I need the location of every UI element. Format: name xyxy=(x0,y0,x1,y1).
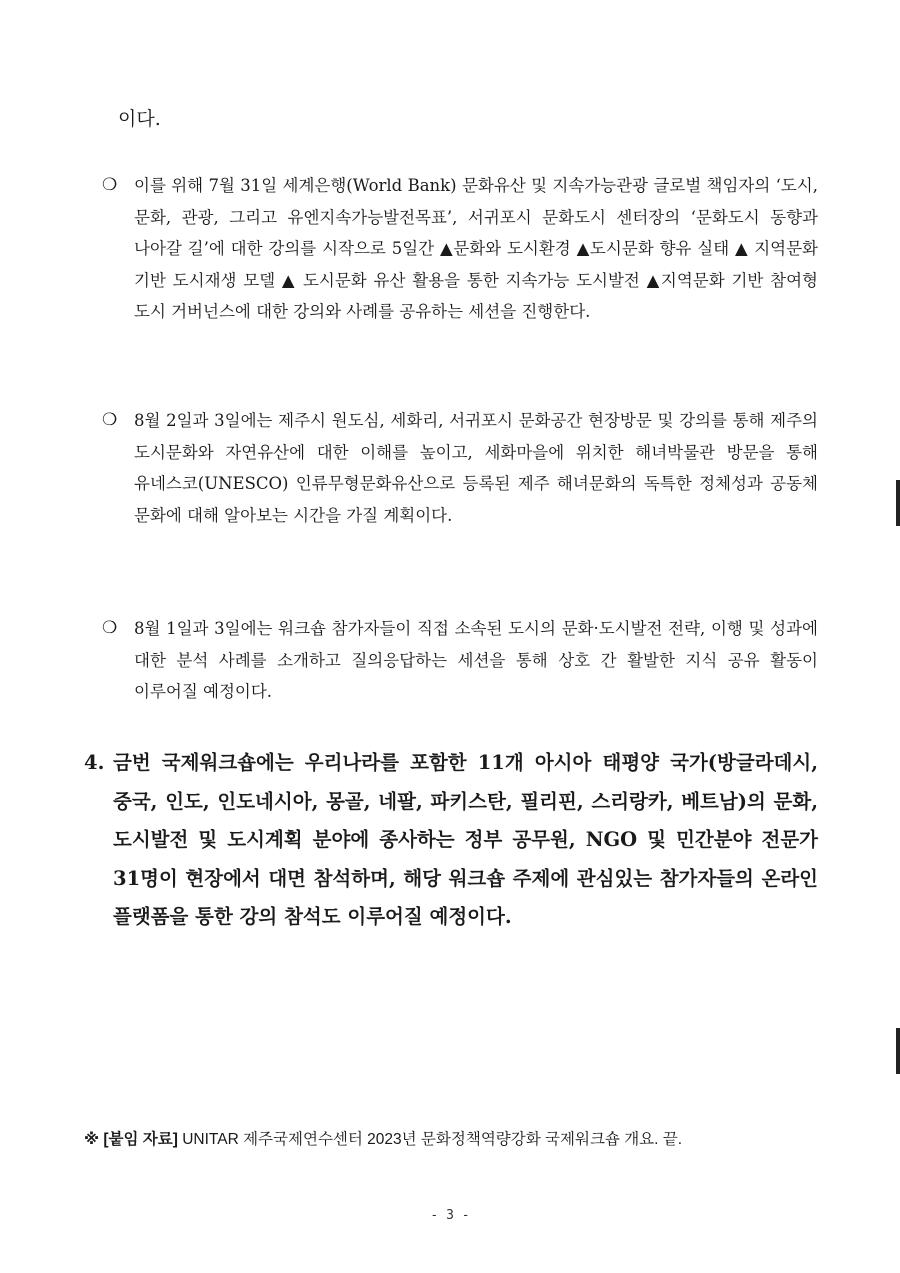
scan-edge-mark xyxy=(896,1028,900,1074)
bullet-text: 이를 위해 7월 31일 세계은행(World Bank) 문화유산 및 지속가능관광 글로벌 책임자의 ‘도시, 문화, 관광, 그리고 유엔지속가능발전목표’, 서귀포시 문화도시 센터장의 ‘문화도시 동향과 나아갈 길’에 대한 강의를 시작으로 5일간 ▲문화와 도시환경 ▲도시문화 향유 실태 ▲ 지역문화 기반 도시재생 모델 ▲ 도시문화 유산 활용을 통한 지속가능 도시발전 ▲지역문화 기반 참여형 도시 거버넌스에 대한 강의와 사례를 공유하는 세션을 진행한다. xyxy=(134,176,818,321)
section-number: 4. xyxy=(84,751,105,774)
paragraph-continuation: 이다. xyxy=(118,108,161,130)
reference-mark-icon: ※ xyxy=(84,1131,100,1148)
page-number: - 3 - xyxy=(430,1208,470,1223)
circle-bullet-icon: ❍ xyxy=(102,618,118,638)
section-4-text: 금번 국제워크숍에는 우리나라를 포함한 11개 아시아 태평양 국가(방글라데시, 중국, 인도, 인도네시아, 몽골, 네팔, 파키스탄, 필리핀, 스리랑카, 베트남)의 문화, 도시발전 및 도시계획 분야에 종사하는 정부 공무원, NGO 및 민간분야 전문가 31명이 현장에서 대면 참석하며, 해당 워크숍 주제에 관심있는 참가자들의 온라인 플랫폼을 통한 강의 참석도 이루어질 예정이다. xyxy=(113,751,818,928)
attachment-text: UNITAR 제주국제연수센터 2023년 문화정책역량강화 국제워크숍 개요. 끝. xyxy=(182,1131,683,1148)
circle-bullet-icon: ❍ xyxy=(102,175,118,195)
bullet-text: 8월 1일과 3일에는 워크숍 참가자들이 직접 소속된 도시의 문화·도시발전 전략, 이행 및 성과에 대한 분석 사례를 소개하고 질의응답하는 세션을 통해 상호 간 활발한 지식 공유 활동이 이루어질 예정이다. xyxy=(134,619,818,701)
bullet-text: 8월 2일과 3일에는 제주시 원도심, 세화리, 서귀포시 문화공간 현장방문 및 강의를 통해 제주의 도시문화와 자연유산에 대한 이해를 높이고, 세화마을에 위치한 해녀박물관 방문을 통해 유네스코(UNESCO) 인류무형문화유산으로 등록된 제주 해녀문화의 독특한 정체성과 공동체 문화에 대해 알아보는 시간을 가질 계획이다. xyxy=(134,411,818,525)
circle-bullet-icon: ❍ xyxy=(102,410,118,430)
bullet-item-site-visits xyxy=(102,405,818,531)
attachment-label: [붙임 자료] xyxy=(103,1131,178,1148)
section-4-paragraph xyxy=(84,744,818,937)
attachment-note xyxy=(84,1126,844,1154)
bullet-item-case-sharing xyxy=(102,613,818,708)
bullet-item-lectures xyxy=(102,170,818,328)
scan-edge-mark xyxy=(896,480,900,526)
